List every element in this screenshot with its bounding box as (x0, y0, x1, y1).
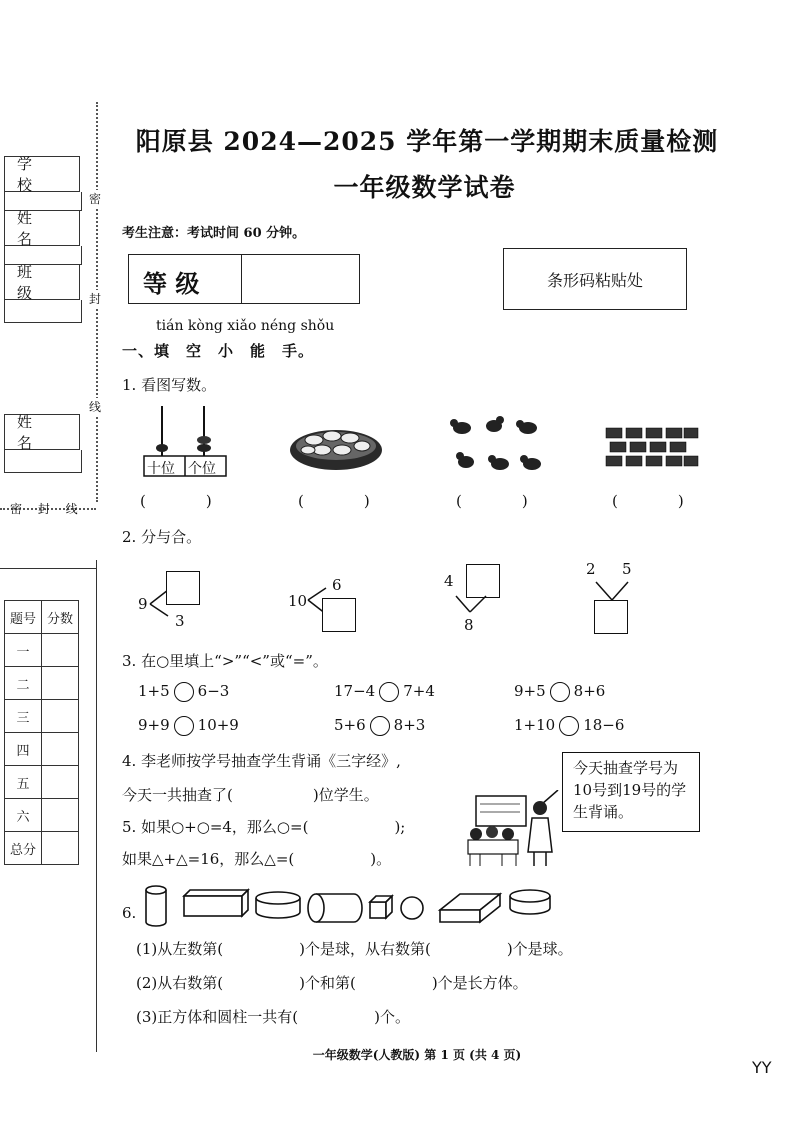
q4-line1: 4. 李老师按学号抽查学生背诵《三字经》, (122, 752, 401, 770)
grade-input[interactable] (243, 255, 357, 303)
compare-right: 8+3 (393, 716, 426, 734)
school-field: 学 校 (4, 156, 80, 192)
q5-text-a: 如果△+△=16，那么△=( (122, 850, 295, 868)
compare-circle[interactable] (550, 682, 570, 702)
seal-char: 密 (89, 192, 102, 206)
page-footer: 一年级数学(人教版) 第 1 页 (共 4 页) (312, 1048, 522, 1062)
field-line (4, 450, 82, 473)
compare-left: 5+6 (334, 716, 366, 734)
seal-char: 封 (89, 292, 102, 306)
compare-right: 10+9 (197, 716, 239, 734)
q1-answer-blank[interactable]: ( ) (140, 492, 212, 510)
q6-sub2 (136, 972, 528, 993)
compare-circle[interactable] (370, 716, 390, 736)
seal-bottom: 密 封 线 (10, 502, 84, 516)
combine-part: 4 (444, 572, 454, 590)
birds-picture (444, 414, 548, 478)
compare-item (514, 716, 624, 736)
combine-part: 5 (622, 560, 632, 578)
combine-total: 8 (464, 616, 474, 634)
grade-divider (241, 255, 242, 303)
compare-left: 9+5 (514, 682, 546, 700)
score-row-label: 总分 (5, 832, 42, 865)
q1-answer-blank[interactable]: ( ) (298, 492, 370, 510)
exam-notice: 考生注意：考试时间 60 分钟。 (122, 226, 306, 241)
speech-bubble: 今天抽查学号为10号到19号的学生背诵。 (562, 752, 700, 832)
compare-right: 8+6 (573, 682, 606, 700)
score-cell[interactable] (42, 733, 79, 766)
compare-circle[interactable] (559, 716, 579, 736)
blocks-picture (604, 424, 700, 474)
score-cell[interactable] (42, 700, 79, 733)
section-heading: 一、填 空 小 能 手。 (122, 342, 315, 360)
compare-item (334, 716, 425, 736)
grade-label: 等 级 (143, 269, 200, 298)
q5-text-b: ); (394, 818, 406, 836)
compare-right: 6−3 (197, 682, 230, 700)
score-cell[interactable] (42, 634, 79, 667)
compare-left: 1+5 (138, 682, 170, 700)
q6-text: )个是球。 (506, 940, 573, 958)
score-cell[interactable] (42, 667, 79, 700)
q6-text: (2)从右数第( (136, 974, 224, 992)
q5-text-a: 5. 如果○+○=4，那么○=( (122, 818, 309, 836)
compare-circle[interactable] (174, 716, 194, 736)
score-row-label: 六 (5, 799, 42, 832)
score-row-label: 四 (5, 733, 42, 766)
q1-answer-blank[interactable]: ( ) (612, 492, 684, 510)
split-part: 6 (332, 576, 342, 594)
class-field: 班 级 (4, 264, 80, 300)
q1-label: 1. 看图写数。 (122, 376, 217, 394)
compare-circle[interactable] (174, 682, 194, 702)
score-header: 分数 (42, 601, 79, 634)
corner-mark: YY (752, 1058, 772, 1077)
abacus-label-tens: 十位 (147, 461, 175, 477)
q6-text: (1)从左数第( (136, 940, 224, 958)
q5-line1 (122, 816, 405, 837)
q3-label: 3. 在○里填上“>”“<”或“=”。 (122, 652, 328, 670)
combine-answer-box[interactable] (594, 600, 628, 634)
compare-item (138, 682, 229, 702)
q5-line2 (122, 848, 391, 869)
barcode-box: 条形码粘贴处 (503, 248, 687, 310)
q4-text-a: 今天一共抽查了( (122, 786, 233, 804)
teacher-students-picture (462, 790, 572, 868)
grade-box (128, 254, 360, 304)
q6-text: )个和第( (299, 974, 356, 992)
q6-label: 6. (122, 904, 137, 922)
q6-sub1 (136, 938, 573, 959)
field-line (4, 300, 82, 323)
seal-char: 线 (89, 400, 102, 414)
split-answer-box[interactable] (166, 571, 200, 605)
compare-circle[interactable] (379, 682, 399, 702)
q1-answer-blank[interactable]: ( ) (456, 492, 528, 510)
q4-line2 (122, 784, 379, 805)
compare-left: 1+10 (514, 716, 556, 734)
name-field-2: 姓 名 (4, 414, 80, 450)
score-row-label: 二 (5, 667, 42, 700)
score-row-label: 三 (5, 700, 42, 733)
q2-label: 2. 分与合。 (122, 528, 202, 546)
score-row-label: 五 (5, 766, 42, 799)
dumplings-plate-picture (288, 418, 384, 474)
binding-strip (0, 150, 100, 510)
score-row-label: 一 (5, 634, 42, 667)
q6-text: (3)正方体和圆柱一共有( (136, 1008, 299, 1026)
q5-text-b: )。 (370, 850, 392, 868)
score-table (4, 600, 79, 865)
section-pinyin: tián kòng xiǎo néng shǒu (156, 318, 335, 334)
q6-text: )个是长方体。 (431, 974, 528, 992)
q6-text: )个。 (374, 1008, 410, 1026)
combine-part: 2 (586, 560, 596, 578)
q6-text: )个是球，从右数第( (299, 940, 431, 958)
compare-item (138, 716, 239, 736)
compare-right: 7+4 (403, 682, 435, 700)
compare-left: 17−4 (334, 682, 376, 700)
score-cell[interactable] (42, 766, 79, 799)
score-header: 题号 (5, 601, 42, 634)
solid-shapes-picture (140, 882, 560, 930)
score-cell[interactable] (42, 832, 79, 865)
score-cell[interactable] (42, 799, 79, 832)
split-total: 10 (288, 592, 308, 610)
q6-sub3 (136, 1006, 410, 1027)
split-part: 3 (175, 612, 185, 630)
page-left-rule (96, 560, 97, 1052)
combine-diagram-lines (452, 594, 492, 616)
combine-answer-box[interactable] (466, 564, 500, 598)
split-answer-box[interactable] (322, 598, 356, 632)
abacus-label-ones: 个位 (188, 461, 216, 477)
exam-subtitle: 一年级数学试卷 (333, 173, 516, 202)
compare-right: 18−6 (583, 716, 625, 734)
q4-text-b: )位学生。 (312, 786, 379, 804)
exam-title: 阳原县 2024—2025 学年第一学期期末质量检测 (135, 127, 719, 156)
compare-item (334, 682, 435, 702)
split-total: 9 (138, 595, 148, 613)
compare-left: 9+9 (138, 716, 170, 734)
compare-item (514, 682, 605, 702)
name-field: 姓 名 (4, 210, 80, 246)
